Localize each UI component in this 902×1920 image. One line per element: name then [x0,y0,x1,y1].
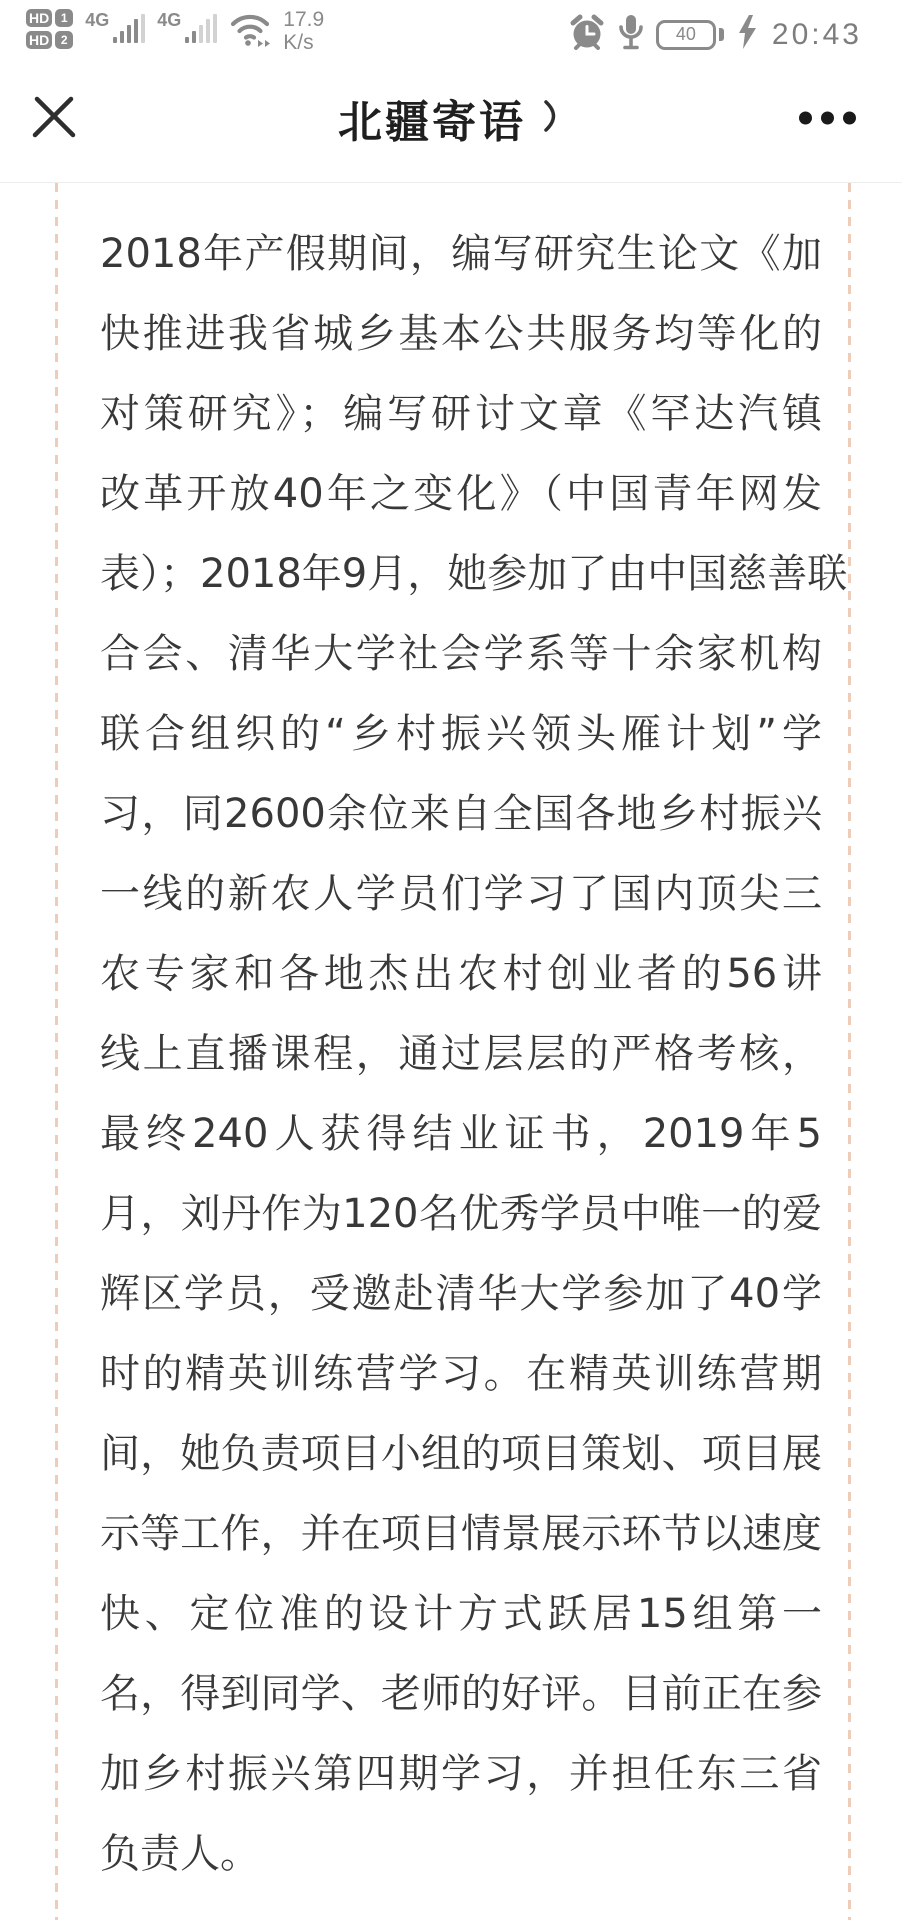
close-icon [32,96,78,141]
signal-bar [206,19,210,43]
article-line: 快推进我省城乡基本公共服务均等化的 [100,311,822,357]
sim2-number-badge: 2 [55,31,73,49]
status-left-cluster [26,7,324,54]
microphone-icon [617,13,645,56]
sim2-network-type-label: 4G [157,10,182,30]
article-line: 农专家和各地杰出农村创业者的56讲 [100,951,822,997]
signal-bar [192,31,196,43]
battery-level: 40 [675,24,696,44]
battery-icon [656,20,716,50]
more-icon [843,112,856,125]
article-line: 改革开放40年之变化》（中国青年网发 [100,471,822,517]
article-line: 月，刘丹作为120名优秀学员中唯一的爱 [100,1191,822,1237]
article-line: 一线的新农人学员们学习了国内顶尖三 [100,871,822,917]
article-line: 加乡村振兴第四期学习，并担任东三省 [100,1751,822,1797]
sim2-signal [157,7,217,47]
signal-bar [185,37,189,43]
sim1-hd-badge [26,9,73,27]
sim1-network-type-label: 4G [85,10,110,30]
signal-bars-icon [113,14,145,47]
article-line: 合会、清华大学社会学系等十余家机构 [100,631,822,677]
article-scroll-area[interactable] [100,214,848,1894]
signal-bar [127,25,131,43]
left-dashed-border [55,183,58,1920]
article-line: 最终240人获得结业证书，2019年5 [100,1111,822,1157]
article-line: 对策研究》；编写研讨文章《罕达汽镇 [100,391,822,437]
article-line: 时的精英训练营学习。在精英训练营期 [100,1351,822,1397]
sim1-number-badge: 1 [55,9,73,27]
signal-bar [199,25,203,43]
wifi-icon [229,11,271,52]
status-right-cluster [568,13,862,56]
more-icon [799,112,812,125]
page-title: 北疆寄语 [338,98,526,147]
hd-icon: HD [26,31,52,49]
alarm-icon [568,13,606,56]
network-speed [283,9,324,54]
article-line: 负责人。 [100,1831,260,1877]
article-line: 表）；2018年9月，她参加了由中国慈善联 [100,551,848,597]
chevron-right-icon [542,95,564,142]
signal-bar [134,19,138,43]
article-line: 联合组织的“乡村振兴领头雁计划”学 [100,711,822,757]
article-line: 名，得到同学、老师的好评。目前正在参 [100,1671,822,1717]
content-top-divider [0,182,902,183]
network-speed-value: 17.9 [283,8,325,31]
hd-icon: HD [26,9,52,27]
more-icon [821,112,834,125]
article-line: 快、定位准的设计方式跃居15组第一 [100,1591,822,1637]
article-line: 示等工作，并在项目情景展示环节以速度 [100,1511,822,1557]
battery-nub [719,28,724,41]
network-speed-unit: K/s [283,30,314,54]
signal-bar [113,37,117,43]
status-time: 20:43 [771,17,862,51]
right-dashed-border [848,183,851,1920]
status-bar [0,0,902,58]
sim1-signal [85,7,145,47]
charging-bolt-icon [735,14,759,55]
close-button[interactable] [30,93,80,143]
hd-badges [26,9,73,49]
article-line: 线上直播课程，通过层层的严格考核， [100,1031,822,1077]
more-menu-button[interactable] [799,112,856,125]
article-line: 间，她负责项目小组的项目策划、项目展 [100,1431,822,1477]
signal-bar [120,31,124,43]
sim2-hd-badge [26,31,73,49]
signal-bars-icon [185,14,217,47]
article-line: 辉区学员，受邀赴清华大学参加了40学 [100,1271,822,1317]
signal-bar [213,14,217,43]
nav-bar [0,58,902,178]
article-line: 习，同2600余位来自全国各地乡村振兴 [100,791,822,837]
signal-bar [141,14,145,43]
article-line: 2018年产假期间，编写研究生论文《加 [100,231,822,277]
article-title-button[interactable] [338,86,564,150]
